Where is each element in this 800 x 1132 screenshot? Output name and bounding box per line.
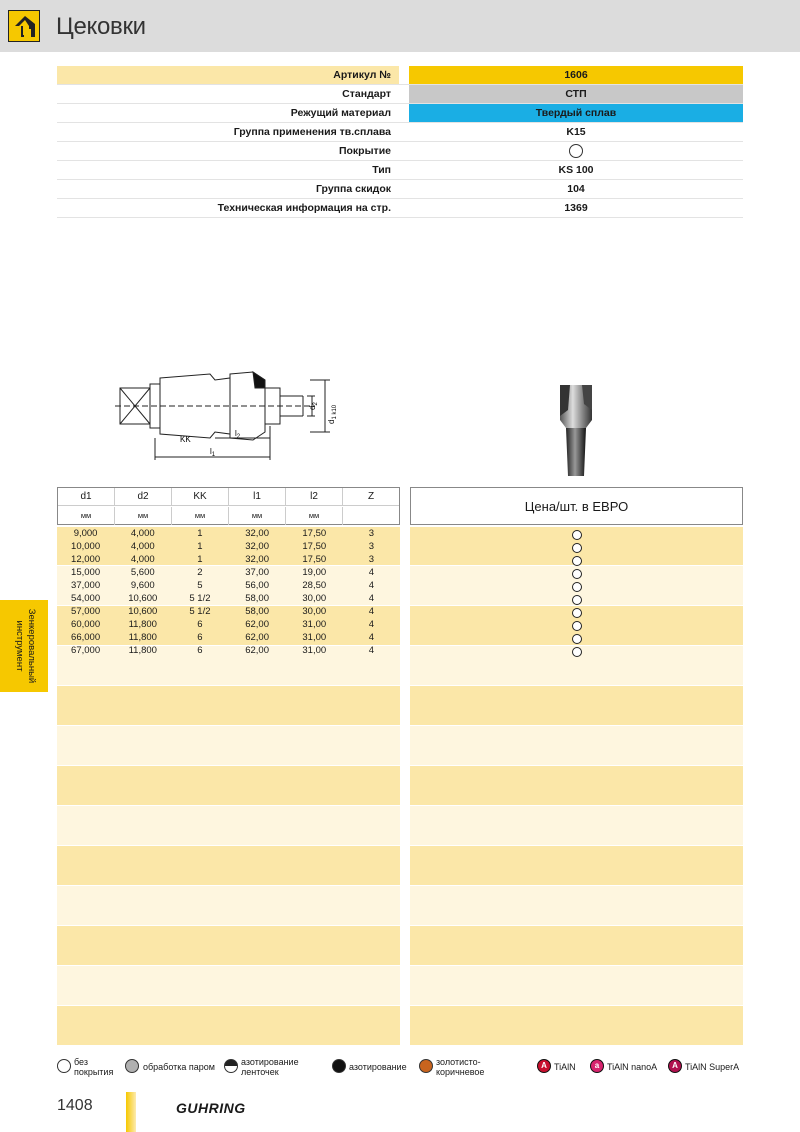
- section-tab-label: Зенкеровальный инструмент: [14, 608, 37, 684]
- legend-label: TiAlN SuperA: [685, 1062, 740, 1072]
- nitriding-icon: [332, 1059, 346, 1073]
- row-band: [57, 846, 400, 885]
- row-band: [57, 926, 400, 965]
- section-tab[interactable]: [0, 600, 48, 692]
- spec-value: Твердый сплав: [409, 104, 743, 122]
- steam-treatment-icon: [125, 1059, 139, 1073]
- l1-label: $l_1$: [210, 447, 216, 458]
- tialn-nanoa-icon: a: [590, 1059, 604, 1073]
- row-band: [57, 886, 400, 925]
- tialn-icon: A: [537, 1059, 551, 1073]
- table-row: 12,000 4,000 1 32,00 17,50 3: [71, 554, 375, 565]
- spec-table: [57, 66, 743, 218]
- spec-row: [57, 199, 743, 218]
- row-band: [410, 806, 743, 845]
- row-band: [410, 726, 743, 765]
- row-band: [57, 686, 400, 725]
- spec-label: Артикул №: [333, 69, 391, 81]
- price-cell[interactable]: [410, 644, 743, 657]
- tialn-supera-icon: A: [668, 1059, 682, 1073]
- price-cell[interactable]: [410, 553, 743, 566]
- uncoated-icon: [572, 634, 582, 644]
- table-row: 15,000 5,600 2 37,00 19,00 4: [71, 567, 375, 578]
- spec-value: СТП: [409, 85, 743, 103]
- column-header: Z: [367, 491, 375, 502]
- legend-label: TiAlN: [554, 1062, 576, 1072]
- column-header: d2: [115, 488, 172, 505]
- row-band: [57, 966, 400, 1005]
- row-band: [410, 1006, 743, 1045]
- page-number: 1408: [57, 1097, 93, 1114]
- price-header: Цена/шт. в ЕВРО: [410, 487, 743, 525]
- uncoated-legend-icon: [57, 1059, 71, 1073]
- row-band: [57, 726, 400, 765]
- spec-label: Техническая информация на стр.: [217, 202, 391, 214]
- spec-row: [57, 85, 743, 104]
- uncoated-icon: [572, 595, 582, 605]
- column-header: l2: [286, 488, 343, 505]
- row-band: [57, 766, 400, 805]
- footer-accent: [126, 1092, 136, 1132]
- uncoated-icon: [572, 569, 582, 579]
- legend-label: азотирование: [349, 1062, 407, 1072]
- land-nitriding-icon: [224, 1059, 238, 1073]
- spec-row: [57, 104, 743, 123]
- legend-label: азотирование ленточек: [241, 1057, 299, 1077]
- column-unit: мм: [229, 507, 286, 525]
- spec-value: [409, 142, 743, 160]
- spec-row: [57, 123, 743, 142]
- row-band: [410, 926, 743, 965]
- column-unit: [343, 507, 399, 525]
- price-cell[interactable]: [410, 566, 743, 579]
- price-cell[interactable]: [410, 527, 743, 540]
- column-unit: мм: [58, 507, 115, 525]
- uncoated-icon: [572, 582, 582, 592]
- uncoated-icon: [572, 647, 582, 657]
- uncoated-icon: [572, 530, 582, 540]
- legend-label: TiAlN nanoA: [607, 1062, 658, 1072]
- column-unit: мм: [286, 507, 343, 525]
- table-row: 9,000 4,000 1 32,00 17,50 3: [73, 528, 375, 539]
- row-band: [57, 1006, 400, 1045]
- price-cell[interactable]: [410, 631, 743, 644]
- coating-legend: [57, 1054, 747, 1078]
- spec-row: [57, 142, 743, 161]
- price-cell[interactable]: [410, 618, 743, 631]
- d1-label: $d_{1 k10}$: [327, 404, 338, 424]
- uncoated-icon: [572, 608, 582, 618]
- spec-label: Группа применения тв.сплава: [233, 126, 391, 138]
- column-header: KK: [172, 488, 229, 505]
- spec-value: 1606: [409, 66, 743, 84]
- spec-value: 104: [567, 183, 585, 195]
- table-row: 10,000 4,000 1 32,00 17,50 3: [71, 541, 375, 552]
- spec-label: Стандарт: [342, 88, 391, 100]
- price-column: [410, 527, 743, 657]
- row-band: [410, 966, 743, 1005]
- tool-drawing: [115, 366, 355, 466]
- column-unit: мм: [115, 507, 172, 525]
- spec-value: KS 100: [558, 164, 594, 176]
- spec-label: Режущий материал: [290, 107, 391, 119]
- uncoated-icon: [572, 543, 582, 553]
- data-table: [57, 527, 400, 657]
- legend-label: обработка паром: [143, 1062, 215, 1072]
- spec-row: [57, 180, 743, 199]
- row-band: [410, 886, 743, 925]
- l2-label: $l_2$: [235, 429, 241, 440]
- column-header: l1: [229, 488, 286, 505]
- spec-label: Тип: [372, 164, 391, 176]
- spec-row: [57, 161, 743, 180]
- uncoated-icon: [572, 621, 582, 631]
- brand-logo: GUHRING: [176, 1100, 246, 1116]
- table-row: 54,000 10,600 5 1/2 58,00 30,00 4: [71, 593, 375, 604]
- legend-label: золотисто- коричневое: [436, 1057, 485, 1077]
- table-row: 67,000 11,800 6 62,00 31,00 4: [71, 645, 375, 656]
- page-title: Цековки: [56, 13, 146, 40]
- gold-brown-icon: [419, 1059, 433, 1073]
- price-cell[interactable]: [410, 579, 743, 592]
- row-band: [57, 806, 400, 845]
- row-band: [410, 846, 743, 885]
- table-row: 66,000 11,800 6 62,00 31,00 4: [71, 632, 375, 643]
- kk-label: KK: [180, 435, 191, 444]
- uncoated-icon: [569, 144, 583, 158]
- price-cell[interactable]: [410, 592, 743, 605]
- spec-row: [57, 66, 743, 85]
- price-cell[interactable]: [410, 540, 743, 553]
- row-band: [410, 766, 743, 805]
- tool-photo: [546, 380, 606, 480]
- header-bar: [0, 0, 800, 52]
- spec-value: 1369: [564, 202, 588, 214]
- column-header: d1: [58, 488, 115, 505]
- table-row: 37,000 9,600 5 56,00 28,50 4: [71, 580, 375, 591]
- uncoated-icon: [572, 556, 582, 566]
- price-cell[interactable]: [410, 605, 743, 618]
- column-unit: мм: [172, 507, 229, 525]
- spec-label: Покрытие: [338, 145, 391, 157]
- legend-label: без покрытия: [74, 1057, 114, 1077]
- home-icon[interactable]: [8, 10, 40, 42]
- spec-label: Группа скидок: [316, 183, 391, 195]
- table-row: 60,000 11,800 6 62,00 31,00 4: [71, 619, 375, 630]
- d2-label: $d_2$: [308, 402, 319, 410]
- spec-value: K15: [566, 126, 586, 138]
- table-row: 57,000 10,600 5 1/2 58,00 30,00 4: [71, 606, 375, 617]
- table-header: [57, 487, 400, 525]
- row-band: [410, 686, 743, 725]
